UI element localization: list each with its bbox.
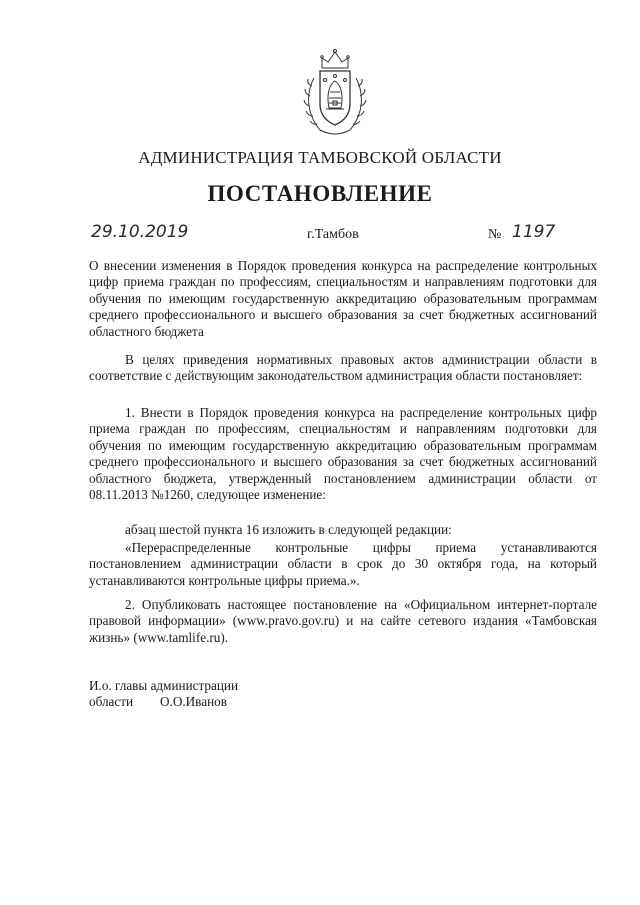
clause-2-paragraph: 2. Опубликовать настоящее постановление на «Официальном интернет-портале правовой информации» (www.pravo.gov.ru) и на сайте сетевого издания «Тамбовская жизнь» (www.tamlife.ru). bbox=[89, 597, 597, 645]
document-type-title: ПОСТАНОВЛЕНИЕ bbox=[207, 181, 433, 206]
clause-1-paragraph: 1. Внести в Порядок проведения конкурса на распределение контрольных цифр приема граждан по профессиям, специальностям и направлениям подготовки для обучения по имеющим государственную аккредитацию образовательным программам среднего профессионального и высшего образования за счет бюджетных ассигнований областного бюджета, утвержденный постановлением администрации области от 08.11.2013 №1260, следующее изменение: bbox=[89, 405, 597, 503]
signatory-name: О.О.Иванов bbox=[160, 694, 227, 709]
document-subject: О внесении изменения в Порядок проведения конкурса на распределение контрольных цифр приема граждан по профессиям, специальностям и направлениям подготовки для обучения по имеющим государственную аккредитацию образовательным программам среднего профессионального и высшего образования за счет бюджетных ассигнований областного бюджета bbox=[89, 258, 597, 339]
amendment-intro-paragraph: абзац шестой пункта 16 изложить в следующей редакции: bbox=[125, 522, 452, 537]
document-city: г.Тамбов bbox=[307, 227, 359, 242]
amendment-text-paragraph: «Перераспределенные контрольные цифры приема устанавливаются постановлением администрации области в срок до 30 октября года, на который устанавливаются контрольные цифры приема.». bbox=[89, 540, 597, 588]
organization-title: АДМИНИСТРАЦИЯ ТАМБОВСКОЙ ОБЛАСТИ bbox=[138, 148, 502, 167]
signatory-position-cont: области bbox=[89, 694, 134, 709]
document-number-label: № bbox=[488, 227, 502, 242]
document-date: 29.10.2019 bbox=[91, 222, 189, 242]
document-number: 1197 bbox=[512, 222, 556, 242]
preamble-paragraph: В целях приведения нормативных правовых актов администрации области в соответствие с действующим законодательством администрация области постановляет: bbox=[89, 352, 597, 384]
signatory-position: И.о. главы администрации bbox=[89, 678, 239, 693]
tambov-coat-of-arms-icon bbox=[300, 48, 370, 140]
